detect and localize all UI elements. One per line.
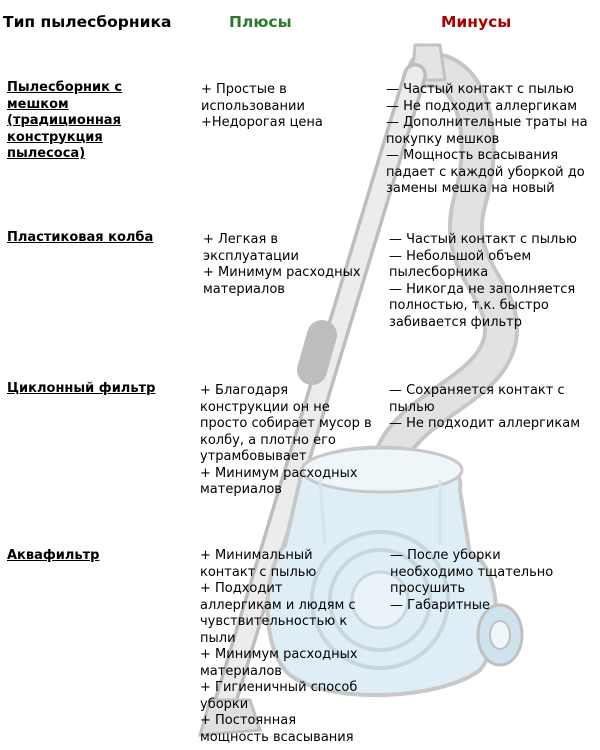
row-cons-cyclone (389, 383, 589, 433)
pro-item: + Легкая в эксплуатации (203, 232, 299, 264)
row-name-plastic-bulb: Пластиковая колба (7, 230, 154, 245)
row-cons-bag (386, 82, 596, 198)
row-pros-aquafilter (200, 548, 360, 746)
pro-item: + Минимум расходных материалов (200, 647, 358, 679)
con-item: — Не подходит аллергикам (386, 98, 578, 114)
con-item: — Дополнительные траты на покупку мешков (386, 115, 588, 147)
pro-item: + Благодаря конструкции он не просто собирает мусор в колбу, а плотно его утрамбовывает (200, 383, 372, 464)
con-item: — Частый контакт с пылью (389, 232, 577, 247)
row-cons-plastic-bulb (389, 232, 589, 331)
con-item: — Габаритные (390, 597, 491, 613)
con-item: — Мощность всасывания падает с каждой уборкой до замены мешка на новый (386, 148, 585, 196)
con-item: — Никогда не заполняется полностью, т.к. быстро забивается фильтр (389, 281, 576, 330)
con-item: — После уборки необходимо тщательно просушить (390, 548, 554, 596)
pro-item: + Постоянная мощность всасывания (200, 713, 354, 745)
row-name-bag: Пылесборник с мешком (традиционная конструкция пылесоса) (7, 80, 123, 161)
pro-item: + Минимум расходных материалов (203, 265, 361, 297)
header-pros: Плюсы (229, 13, 292, 31)
row-name-cyclone: Циклонный фильтр (7, 381, 156, 396)
pro-item: + Минимальный контакт с пылью (200, 548, 317, 580)
header-type: Тип пылесборника (3, 13, 172, 31)
row-pros-bag (201, 82, 341, 132)
con-item: — Частый контакт с пылью (386, 82, 574, 97)
con-item: — Сохраняется контакт с пылью (389, 383, 565, 415)
pro-item: +Недорогая цена (201, 115, 323, 130)
con-item: — Не подходит аллергикам (389, 416, 581, 431)
header-cons: Минусы (441, 13, 512, 31)
pro-item: + Подходит аллергикам и людям с чувствительностью к пыли (200, 581, 356, 646)
pro-item: + Минимум расходных материалов (200, 465, 358, 497)
row-pros-cyclone (200, 383, 380, 499)
row-name-aquafilter: Аквафильтр (7, 548, 100, 563)
con-item: — Небольшой объем пылесборника (389, 248, 532, 280)
row-cons-aquafilter (390, 548, 570, 614)
pro-item: + Простые в использовании (201, 82, 305, 114)
pro-item: + Гигиеничный способ уборки (200, 680, 358, 712)
row-pros-plastic-bulb (203, 232, 373, 298)
